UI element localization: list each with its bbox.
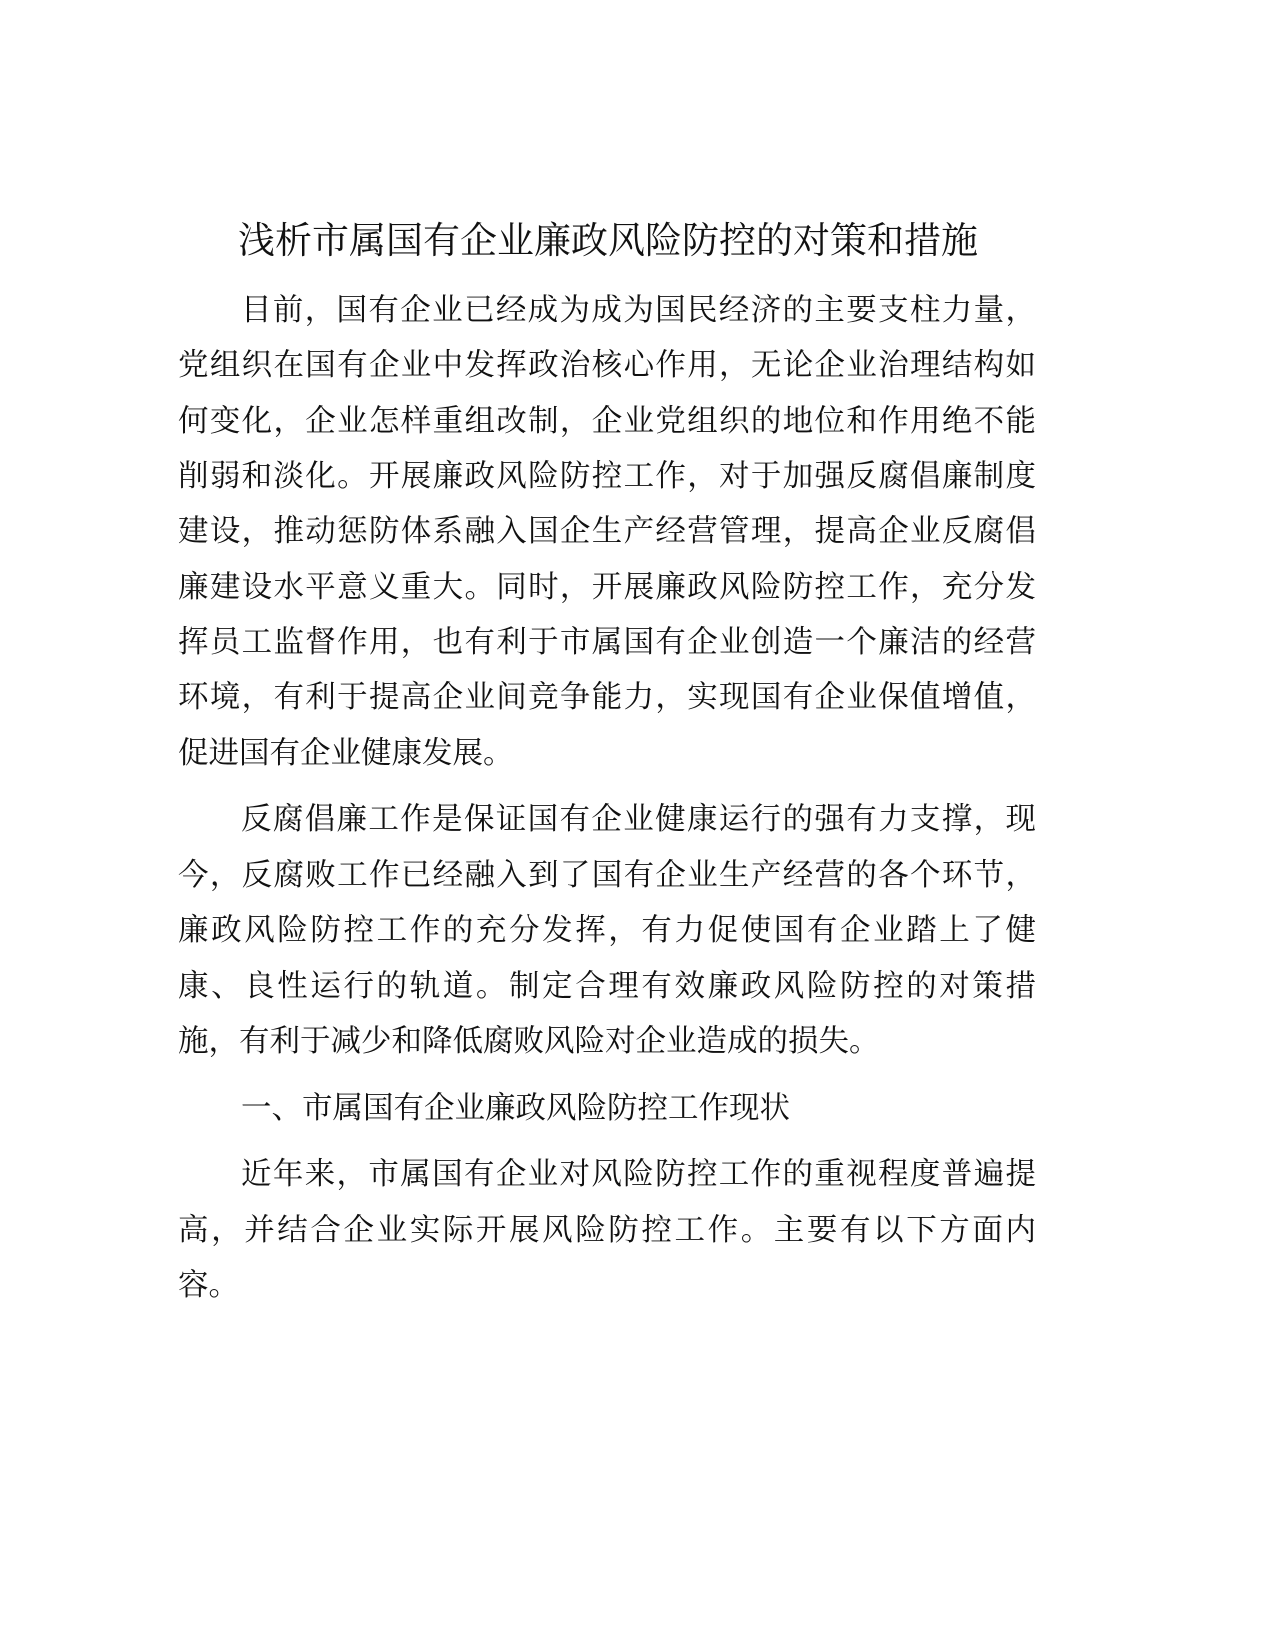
section-heading: 一、市属国有企业廉政风险防控工作现状 <box>241 1091 790 1126</box>
text-line: 近年来，市属国有企业对风险防控工作的重视程度普遍提 <box>241 1157 1036 1192</box>
text-line: 今，反腐败工作已经融入到了国有企业生产经营的各个环节， <box>178 858 1036 893</box>
text-line: 挥员工监督作用，也有利于市属国有企业创造一个廉洁的经营 <box>178 625 1036 660</box>
text-line: 反腐倡廉工作是保证国有企业健康运行的强有力支撑，现 <box>241 802 1036 837</box>
text-line: 廉政风险防控工作的充分发挥，有力促使国有企业踏上了健 <box>178 913 1036 948</box>
text-line: 党组织在国有企业中发挥政治核心作用，无论企业治理结构如 <box>178 348 1036 383</box>
text-line: 环境，有利于提高企业间竞争能力，实现国有企业保值增值， <box>178 680 1036 715</box>
text-line: 削弱和淡化。开展廉政风险防控工作，对于加强反腐倡廉制度 <box>178 459 1036 494</box>
text-line: 康、良性运行的轨道。制定合理有效廉政风险防控的对策措 <box>178 969 1036 1004</box>
text-line: 促进国有企业健康发展。 <box>178 736 514 771</box>
text-line: 建设，推动惩防体系融入国企生产经营管理，提高企业反腐倡 <box>178 514 1036 549</box>
document-title: 浅析市属国有企业廉政风险防控的对策和措施 <box>238 219 978 262</box>
text-line: 高，并结合企业实际开展风险防控工作。主要有以下方面内 <box>178 1213 1036 1248</box>
text-line: 廉建设水平意义重大。同时，开展廉政风险防控工作，充分发 <box>178 570 1036 605</box>
text-line: 容。 <box>178 1268 239 1303</box>
text-line: 施，有利于减少和降低腐败风险对企业造成的损失。 <box>178 1024 880 1059</box>
text-line: 何变化，企业怎样重组改制，企业党组织的地位和作用绝不能 <box>178 404 1036 439</box>
text-line: 目前，国有企业已经成为成为国民经济的主要支柱力量， <box>241 293 1036 328</box>
